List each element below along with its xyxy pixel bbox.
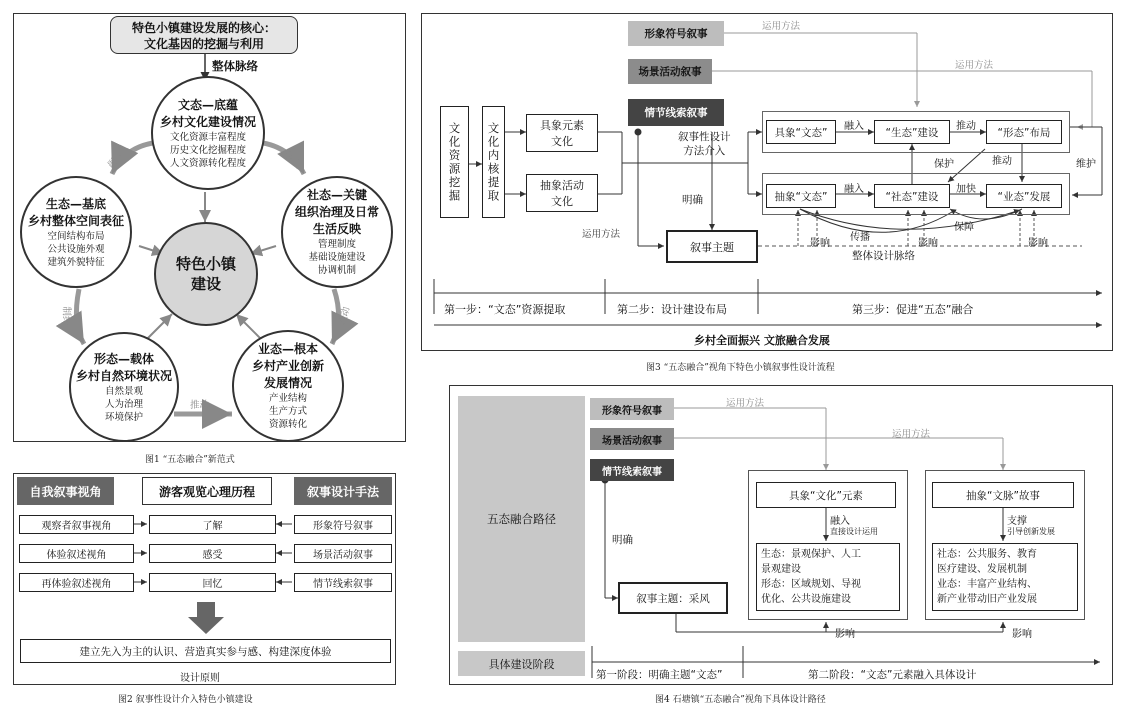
center-line: 特色小镇 — [175, 255, 236, 273]
narrative-theme: 叙事主题 — [666, 230, 758, 263]
left-item: 观察者叙事视角 — [19, 515, 134, 534]
form-item: 人为治理 — [104, 398, 143, 410]
edge-label: 推动 — [956, 121, 976, 132]
box-line: 景观建设 — [761, 564, 801, 575]
clarify-label: 明确 — [682, 194, 703, 206]
overall-design-context: 整体设计脉络 — [852, 250, 915, 262]
fig2-panel — [13, 473, 396, 685]
box-line: 文化 — [551, 135, 573, 148]
form-sub: 乡村自然环境状况 — [75, 368, 172, 383]
narrative-scene: 场景活动叙事 — [628, 59, 712, 84]
intervene-line: 方法介入 — [683, 145, 726, 157]
fig1-panel — [13, 13, 406, 442]
edge-label: 加快 — [956, 184, 976, 195]
construction-stage: 具体建设阶段 — [458, 651, 585, 676]
form-item: 自然景观 — [104, 385, 143, 397]
edge-label: 推动 — [992, 156, 1012, 167]
form-title: 形态—载体 — [93, 351, 154, 366]
phase-2-label: 第二阶段：“文态”元素融入具体设计 — [808, 669, 977, 681]
form-layout: “形态”布局 — [986, 120, 1062, 144]
edge-label: 推动 — [190, 400, 210, 411]
industry-item: 资源转化 — [268, 419, 307, 430]
box-line: 具象元素 — [540, 119, 584, 132]
narrative-plot: 情节线索叙事 — [628, 99, 724, 126]
right-item: 情节线索叙事 — [294, 573, 392, 592]
culture-item: 人文资源转化程度 — [169, 157, 246, 169]
center-line: 建设 — [190, 275, 221, 293]
intervene-label — [678, 130, 731, 158]
edge-label: 制约 — [60, 306, 72, 326]
ecology-sub: 乡村整体空间表征 — [27, 213, 124, 228]
industry-sub: 乡村产业创新 — [251, 359, 324, 373]
industry-item: 产业结构 — [268, 393, 307, 404]
clarify-label: 明确 — [612, 534, 633, 546]
influence-label: 影响 — [835, 629, 855, 640]
society-title: 社态—关键 — [306, 188, 367, 202]
support-sublabel: 引导创新发展 — [1007, 527, 1055, 536]
edge-label: 融入 — [105, 149, 128, 171]
edge-label: 保护 — [934, 159, 954, 170]
core-subtitle: 文化基因的挖掘与利用 — [143, 37, 264, 51]
edge-label: 融入 — [844, 121, 864, 132]
society-item: 基础设施建设 — [308, 252, 366, 263]
right-item: 场景活动叙事 — [294, 544, 392, 563]
society-sub: 组织治理及日常 — [294, 205, 379, 219]
fig1-caption: 图1 “五态融合”新范式 — [145, 455, 235, 465]
circle-ecology — [20, 176, 132, 288]
edge-label: 影响 — [1028, 238, 1048, 249]
culture-title: 文态—底蕴 — [177, 97, 238, 112]
narrative-symbol: 形象符号叙事 — [628, 21, 724, 46]
circle-culture — [151, 76, 265, 190]
circle-industry — [232, 330, 344, 442]
narrative-symbol: 形象符号叙事 — [590, 398, 674, 420]
ecology-construction: “生态”建设 — [874, 120, 950, 144]
step-1-label: 第一步：“文态”资源提取 — [444, 303, 566, 316]
left-item: 体验叙述视角 — [19, 544, 134, 563]
ecology-item: 空间结构布局 — [47, 230, 105, 242]
society-construction: “社态”建设 — [874, 184, 950, 208]
right-item: 形象符号叙事 — [294, 515, 392, 534]
core-title: 特色小镇建设发展的核心： — [131, 21, 276, 35]
footer-goal: 乡村全面振兴 文旅融合发展 — [694, 334, 830, 347]
fig4-panel — [449, 385, 1113, 685]
ecology-item: 公共设施外观 — [47, 243, 105, 255]
edge-label: 融入 — [281, 149, 304, 171]
box-line: 抽象活动 — [540, 179, 584, 192]
mid-item: 回忆 — [149, 573, 276, 592]
culture-item: 文化资源丰富程度 — [169, 131, 246, 143]
box-line: 优化、公共设施建设 — [761, 594, 851, 605]
mid-item: 了解 — [149, 515, 276, 534]
circle-center — [154, 222, 258, 326]
industry-development: “业态”发展 — [986, 184, 1062, 208]
influence-label: 影响 — [1012, 629, 1032, 640]
industry-title: 业态—根本 — [257, 342, 318, 356]
culture-item: 历史文化挖掘程度 — [169, 144, 246, 156]
culture-sub: 乡村文化建设情况 — [159, 114, 256, 129]
into-label: 融入 — [830, 516, 850, 527]
ecology-item: 建筑外貌特征 — [47, 256, 105, 268]
ecology-title: 生态—基底 — [45, 196, 106, 211]
edge-label: 影响 — [810, 238, 830, 249]
overall-context-label: 整体脉络 — [212, 59, 258, 73]
support-label: 支撑 — [1007, 516, 1027, 527]
intervene-line: 叙事性设计 — [678, 131, 731, 143]
edge-label: 维护 — [1076, 159, 1096, 170]
fig3-panel — [421, 13, 1113, 351]
concrete-culture-box — [526, 114, 598, 152]
method-label: 运用方法 — [582, 229, 621, 240]
narrative-scene: 场景活动叙事 — [590, 428, 674, 450]
into-sublabel: 直接设计运用 — [830, 527, 878, 536]
box-line: 生态：景观保护、人工 — [761, 549, 861, 560]
edge-label: 传播 — [850, 232, 870, 243]
edge-label: 融入 — [844, 184, 864, 195]
box-line: 形态：区域规划、导视 — [761, 579, 861, 590]
society-item: 协调机制 — [317, 265, 356, 276]
circle-society — [281, 176, 393, 288]
fig4-caption: 图4 石塘镇“五态融合”视角下具体设计路径 — [655, 695, 826, 705]
narrative-plot: 情节线索叙事 — [590, 459, 674, 481]
ecology-form-box — [756, 543, 900, 611]
box-line: 社态：公共服务、教育 — [937, 549, 1037, 560]
design-principle-label: 设计原则 — [180, 673, 220, 684]
box-line: 医疗建设、发展机制 — [937, 564, 1027, 575]
edge-label: 保障 — [954, 222, 974, 233]
box-line: 新产业带动旧产业发展 — [937, 594, 1037, 605]
edge-label: 推动 — [337, 305, 353, 327]
industry-item: 生产方式 — [268, 406, 307, 417]
industry-sub: 发展情况 — [263, 376, 312, 390]
method-label: 运用方法 — [726, 398, 765, 409]
form-item: 环境保护 — [104, 411, 143, 423]
method-label: 运用方法 — [762, 21, 801, 32]
header-self-narrative: 自我叙事视角 — [17, 477, 114, 505]
society-industry-box — [932, 543, 1078, 611]
step-culture-mining: 文化资源挖掘 — [440, 106, 469, 218]
concrete-culture-element: 具象“文化”元素 — [756, 482, 896, 508]
edge-label: 影响 — [918, 238, 938, 249]
society-sub: 生活反映 — [312, 222, 361, 236]
abstract-context-story: 抽象“文脉”故事 — [932, 482, 1074, 508]
left-item: 再体验叙述视角 — [19, 573, 134, 592]
design-principle-box: 建立先入为主的认识、营造真实参与感、构建深度体验 — [20, 639, 391, 663]
core-title-box — [110, 16, 298, 54]
box-line: 文化 — [551, 195, 573, 208]
box-line: 业态：丰富产业结构、 — [937, 579, 1037, 590]
fig2-caption: 图2 叙事性设计介入特色小镇建设 — [118, 695, 253, 705]
header-visitor-psychology: 游客观览心理历程 — [142, 477, 272, 505]
narrative-theme-caifeng: 叙事主题：采风 — [618, 582, 728, 614]
five-state-path: 五态融合路径 — [458, 396, 585, 642]
society-item: 管理制度 — [317, 239, 356, 250]
step-core-extract: 文化内核提取 — [482, 106, 505, 218]
concrete-culture-state: 具象“文态” — [766, 120, 836, 144]
step-3-label: 第三步：促进“五态”融合 — [852, 303, 974, 316]
circle-form — [69, 332, 179, 442]
phase-1-label: 第一阶段：明确主题“文态” — [596, 669, 723, 681]
header-design-method: 叙事设计手法 — [294, 477, 392, 505]
abstract-culture-state: 抽象“文态” — [766, 184, 836, 208]
method-label: 运用方法 — [955, 60, 994, 71]
fig3-caption: 图3 “五态融合”视角下特色小镇叙事性设计流程 — [646, 363, 835, 373]
mid-item: 感受 — [149, 544, 276, 563]
method-label: 运用方法 — [892, 429, 931, 440]
step-2-label: 第二步：设计建设布局 — [617, 303, 727, 316]
abstract-culture-box — [526, 174, 598, 212]
